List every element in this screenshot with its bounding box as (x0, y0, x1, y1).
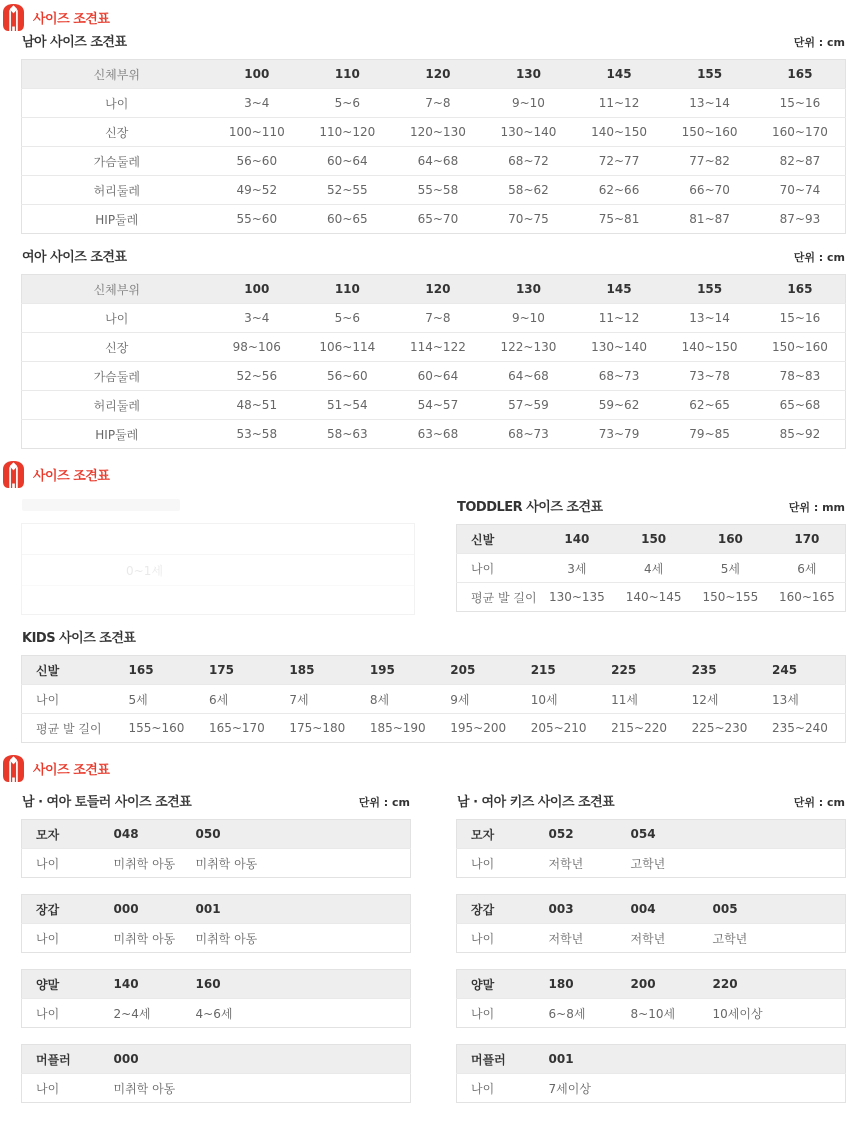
table-header-cell: 110 (302, 275, 393, 304)
girls-table-title: 여아 사이즈 조견표 (22, 250, 127, 265)
table-data-cell: 65~68 (755, 391, 846, 420)
filler-cell (629, 1045, 846, 1074)
table-header-cell: 235 (685, 656, 765, 685)
table-data-cell: 72~77 (574, 147, 665, 176)
filler-cell (194, 1045, 411, 1074)
filler-cell (194, 1074, 411, 1103)
table-data-cell: 85~92 (755, 420, 846, 449)
table-header-cell: 165 (755, 275, 846, 304)
table-data-cell: 73~78 (664, 362, 755, 391)
table-header-cell: 004 (629, 895, 711, 924)
table-data-cell: 5세 (692, 554, 769, 583)
table-data-cell: 63~68 (393, 420, 484, 449)
table-data-cell: 215~220 (604, 714, 684, 743)
table-row (22, 362, 846, 391)
table-row (22, 333, 846, 362)
filler-cell (276, 820, 411, 849)
table-header-cell: 054 (629, 820, 711, 849)
table-data-cell: 9~10 (483, 89, 574, 118)
table-data-cell: 2~4세 (112, 999, 194, 1028)
table-row-label: 평균 발 길이 (22, 714, 122, 743)
unit-label: 단위 : mm (788, 501, 845, 514)
table-data-cell: 225~230 (685, 714, 765, 743)
table-header-cell: 050 (194, 820, 276, 849)
toddler-socks-size-table (21, 969, 411, 1028)
table-data-cell: 70~75 (483, 205, 574, 234)
table-data-cell: 11~12 (574, 89, 665, 118)
table-data-cell: 160~165 (769, 583, 846, 612)
table-row-label: 장갑 (22, 895, 112, 924)
table-data-cell: 64~68 (483, 362, 574, 391)
table-data-cell: 140~150 (664, 333, 755, 362)
faded-cell-text: 0~1세 (126, 564, 163, 578)
table-data-cell: 114~122 (393, 333, 484, 362)
table-row-label: 신발 (457, 525, 539, 554)
table-header-cell: 180 (547, 970, 629, 999)
table-data-cell: 미취학 아동 (194, 849, 276, 878)
table-header-cell: 175 (202, 656, 282, 685)
table-header-cell: 215 (524, 656, 604, 685)
toddler-muffler-size-table (21, 1044, 411, 1103)
filler-cell (276, 999, 411, 1028)
kids-accessories-title: 남 · 여아 키즈 사이즈 조견표 (457, 795, 615, 810)
kids-gloves-size-table (456, 894, 846, 953)
table-row-label: 나이 (457, 1074, 547, 1103)
filler-cell (629, 1074, 846, 1103)
size-table (456, 969, 846, 1028)
table-row-label: 평균 발 길이 (457, 583, 539, 612)
size-chart-page (0, 4, 867, 1103)
table-row-label: HIP둘레 (22, 205, 212, 234)
table-data-cell: 77~82 (664, 147, 755, 176)
table-row-label: 양말 (22, 970, 112, 999)
filler-cell (793, 970, 846, 999)
table-row-label: 머플러 (457, 1045, 547, 1074)
table-data-cell: 3세 (539, 554, 616, 583)
table-data-cell: 235~240 (765, 714, 846, 743)
table-data-cell: 고학년 (711, 924, 793, 953)
table-data-cell: 82~87 (755, 147, 846, 176)
table-row-label: 나이 (22, 304, 212, 333)
table-data-cell: 7세이상 (547, 1074, 629, 1103)
table-data-cell: 13~14 (664, 304, 755, 333)
table-data-cell: 6세 (769, 554, 846, 583)
section-title: 사이즈 조견표 (33, 763, 110, 778)
table-data-cell: 60~64 (393, 362, 484, 391)
table-header-cell: 120 (393, 60, 484, 89)
table-data-cell: 저학년 (629, 924, 711, 953)
table-data-cell: 7~8 (393, 304, 484, 333)
size-table (21, 1044, 411, 1103)
table-header-cell: 000 (112, 895, 194, 924)
table-data-cell: 13~14 (664, 89, 755, 118)
table-row (22, 714, 846, 743)
table-data-cell: 8~10세 (629, 999, 711, 1028)
table-header-cell: 195 (363, 656, 443, 685)
table-data-cell: 56~60 (212, 147, 303, 176)
toddler-table-title: TODDLER 사이즈 조견표 (457, 500, 603, 515)
unit-label: 단위 : cm (793, 796, 845, 809)
toddler-shoe-size-table (456, 524, 846, 612)
table-header-cell: 145 (574, 60, 665, 89)
table-row-label: 나이 (457, 999, 547, 1028)
table-row (22, 205, 846, 234)
kids-hat-size-table (456, 819, 846, 878)
table-header-cell: 000 (112, 1045, 194, 1074)
filler-cell (793, 924, 846, 953)
size-table (21, 819, 411, 878)
table-header-cell: 200 (629, 970, 711, 999)
filler-cell (276, 849, 411, 878)
faded-table-title (22, 499, 180, 511)
kids-muffler-size-table (456, 1044, 846, 1103)
table-data-cell: 15~16 (755, 304, 846, 333)
brand-jacket-icon (2, 755, 25, 782)
table-data-cell: 78~83 (755, 362, 846, 391)
table-header-cell: 165 (122, 656, 202, 685)
table-header-cell: 100 (212, 60, 303, 89)
table-data-cell: 미취학 아동 (112, 1074, 194, 1103)
table-row-label: 나이 (457, 849, 547, 878)
faded-baby-size-table (21, 496, 415, 615)
table-data-cell: 10세 (524, 685, 604, 714)
table-header-cell: 003 (547, 895, 629, 924)
table-row-label: 나이 (22, 924, 112, 953)
table-data-cell: 66~70 (664, 176, 755, 205)
table-header-cell: 001 (547, 1045, 629, 1074)
table-data-cell: 150~160 (664, 118, 755, 147)
table-data-cell: 4~6세 (194, 999, 276, 1028)
table-data-cell: 6세 (202, 685, 282, 714)
table-data-cell: 60~65 (302, 205, 393, 234)
table-row-label: 나이 (22, 89, 212, 118)
kids-table-title: KIDS 사이즈 조견표 (22, 631, 136, 646)
unit-label: 단위 : cm (793, 251, 845, 264)
table-row (22, 924, 411, 953)
table-data-cell: 60~64 (302, 147, 393, 176)
table-row (457, 849, 846, 878)
table-data-cell: 3~4 (212, 304, 303, 333)
table-row-label: 가슴둘레 (22, 147, 212, 176)
table-data-cell: 11세 (604, 685, 684, 714)
table-row (22, 999, 411, 1028)
table-data-cell: 122~130 (483, 333, 574, 362)
table-data-cell: 5~6 (302, 89, 393, 118)
boys-table-title: 남아 사이즈 조견표 (22, 35, 127, 50)
table-data-cell: 7~8 (393, 89, 484, 118)
table-data-cell: 저학년 (547, 849, 629, 878)
table-row-label: 나이 (22, 1074, 112, 1103)
table-row (22, 89, 846, 118)
table-data-cell: 57~59 (483, 391, 574, 420)
table-data-cell: 9세 (443, 685, 523, 714)
table-data-cell: 3~4 (212, 89, 303, 118)
table-row-label: 머플러 (22, 1045, 112, 1074)
table-data-cell: 130~135 (539, 583, 616, 612)
table-row (22, 147, 846, 176)
section2-header (2, 461, 846, 488)
table-header-cell: 052 (547, 820, 629, 849)
size-table (21, 969, 411, 1028)
filler-cell (793, 895, 846, 924)
section-title: 사이즈 조견표 (33, 12, 110, 27)
filler-cell (276, 895, 411, 924)
table-header-cell: 185 (282, 656, 362, 685)
table-data-cell: 고학년 (629, 849, 711, 878)
table-header-cell: 140 (539, 525, 616, 554)
kids-socks-size-table (456, 969, 846, 1028)
boys-size-table (21, 59, 846, 234)
filler-cell (711, 849, 846, 878)
table-data-cell: 70~74 (755, 176, 846, 205)
brand-jacket-icon (2, 4, 25, 31)
table-row (22, 176, 846, 205)
table-data-cell: 55~60 (212, 205, 303, 234)
table-data-cell: 100~110 (212, 118, 303, 147)
table-data-cell: 4세 (615, 554, 692, 583)
table-data-cell: 175~180 (282, 714, 362, 743)
table-row (22, 118, 846, 147)
table-data-cell: 150~160 (755, 333, 846, 362)
table-row-label: 신장 (22, 118, 212, 147)
table-data-cell: 140~150 (574, 118, 665, 147)
table-header-cell: 225 (604, 656, 684, 685)
table-data-cell: 저학년 (547, 924, 629, 953)
table-row-label: 장갑 (457, 895, 547, 924)
table-row-label: HIP둘레 (22, 420, 212, 449)
table-row (22, 304, 846, 333)
table-data-cell: 185~190 (363, 714, 443, 743)
table-data-cell: 155~160 (122, 714, 202, 743)
table-row-label: 나이 (22, 849, 112, 878)
filler-cell (276, 924, 411, 953)
toddler-gloves-size-table (21, 894, 411, 953)
table-data-cell: 9~10 (483, 304, 574, 333)
table-row (457, 1074, 846, 1103)
table-row-label: 가슴둘레 (22, 362, 212, 391)
table-row-label: 나이 (457, 554, 539, 583)
table-header-cell: 160 (692, 525, 769, 554)
filler-cell (793, 999, 846, 1028)
table-data-cell: 68~73 (574, 362, 665, 391)
table-data-cell: 5세 (122, 685, 202, 714)
table-data-cell: 미취학 아동 (112, 924, 194, 953)
table-data-cell: 62~65 (664, 391, 755, 420)
section-title: 사이즈 조견표 (33, 469, 110, 484)
table-data-cell: 15~16 (755, 89, 846, 118)
table-row-label: 모자 (22, 820, 112, 849)
table-data-cell: 6~8세 (547, 999, 629, 1028)
table-row (22, 1074, 411, 1103)
filler-cell (711, 820, 846, 849)
table-data-cell: 52~55 (302, 176, 393, 205)
table-data-cell: 5~6 (302, 304, 393, 333)
unit-label: 단위 : cm (358, 796, 410, 809)
table-data-cell: 130~140 (574, 333, 665, 362)
unit-label: 단위 : cm (793, 36, 845, 49)
table-data-cell: 64~68 (393, 147, 484, 176)
table-data-cell: 68~73 (483, 420, 574, 449)
table-header-cell: 245 (765, 656, 846, 685)
size-table (21, 59, 846, 234)
table-row (457, 554, 846, 583)
faded-table-box (21, 523, 415, 615)
table-row (457, 583, 846, 612)
toddler-accessories-title: 남 · 여아 토들러 사이즈 조견표 (22, 795, 192, 810)
table-data-cell: 53~58 (212, 420, 303, 449)
table-row-label: 허리둘레 (22, 176, 212, 205)
table-data-cell: 13세 (765, 685, 846, 714)
table-row-label: 나이 (22, 685, 122, 714)
size-table (456, 1044, 846, 1103)
table-data-cell: 59~62 (574, 391, 665, 420)
filler-cell (276, 970, 411, 999)
table-row (457, 999, 846, 1028)
table-header-cell: 130 (483, 275, 574, 304)
size-table (21, 274, 846, 449)
table-data-cell: 140~145 (615, 583, 692, 612)
section1-header (2, 4, 846, 31)
table-header-cell: 165 (755, 60, 846, 89)
table-header-cell: 100 (212, 275, 303, 304)
table-data-cell: 73~79 (574, 420, 665, 449)
kids-accessories-column (456, 791, 846, 1103)
table-row-label: 양말 (457, 970, 547, 999)
table-header-cell: 170 (769, 525, 846, 554)
kids-shoe-size-table (21, 655, 846, 743)
table-row (22, 391, 846, 420)
table-data-cell: 106~114 (302, 333, 393, 362)
table-data-cell: 81~87 (664, 205, 755, 234)
table-data-cell: 79~85 (664, 420, 755, 449)
table-row (457, 924, 846, 953)
table-data-cell: 195~200 (443, 714, 523, 743)
table-data-cell: 8세 (363, 685, 443, 714)
table-data-cell: 87~93 (755, 205, 846, 234)
table-data-cell: 62~66 (574, 176, 665, 205)
table-data-cell: 48~51 (212, 391, 303, 420)
table-row-label: 신발 (22, 656, 122, 685)
table-row-label: 신장 (22, 333, 212, 362)
table-data-cell: 75~81 (574, 205, 665, 234)
table-data-cell: 58~63 (302, 420, 393, 449)
table-row-label: 나이 (457, 924, 547, 953)
table-header-cell: 155 (664, 275, 755, 304)
table-data-cell: 165~170 (202, 714, 282, 743)
table-data-cell: 49~52 (212, 176, 303, 205)
toddler-accessories-column (21, 791, 411, 1103)
table-header-cell: 155 (664, 60, 755, 89)
table-data-cell: 미취학 아동 (194, 924, 276, 953)
table-data-cell: 68~72 (483, 147, 574, 176)
table-data-cell: 미취학 아동 (112, 849, 194, 878)
table-data-cell: 65~70 (393, 205, 484, 234)
table-data-cell: 12세 (685, 685, 765, 714)
table-header-cell: 220 (711, 970, 793, 999)
brand-jacket-icon (2, 461, 25, 488)
table-data-cell: 98~106 (212, 333, 303, 362)
table-data-cell: 52~56 (212, 362, 303, 391)
table-header-cell: 110 (302, 60, 393, 89)
table-data-cell: 54~57 (393, 391, 484, 420)
table-row (22, 685, 846, 714)
table-data-cell: 110~120 (302, 118, 393, 147)
table-header-cell: 160 (194, 970, 276, 999)
table-data-cell: 7세 (282, 685, 362, 714)
table-row-label: 허리둘레 (22, 391, 212, 420)
size-table (456, 819, 846, 878)
table-header-cell: 048 (112, 820, 194, 849)
section3-header (2, 755, 846, 782)
table-header-cell: 145 (574, 275, 665, 304)
table-header-cell: 005 (711, 895, 793, 924)
table-data-cell: 11~12 (574, 304, 665, 333)
table-data-cell: 58~62 (483, 176, 574, 205)
table-data-cell: 10세이상 (711, 999, 793, 1028)
table-header-cell: 120 (393, 275, 484, 304)
table-data-cell: 56~60 (302, 362, 393, 391)
table-header-cell: 130 (483, 60, 574, 89)
table-row (22, 420, 846, 449)
table-row-label: 나이 (22, 999, 112, 1028)
table-data-cell: 160~170 (755, 118, 846, 147)
table-data-cell: 120~130 (393, 118, 484, 147)
table-header-cell: 205 (443, 656, 523, 685)
table-data-cell: 130~140 (483, 118, 574, 147)
table-data-cell: 55~58 (393, 176, 484, 205)
size-table (456, 894, 846, 953)
table-row-label: 신체부위 (22, 275, 212, 304)
table-data-cell: 51~54 (302, 391, 393, 420)
size-table (21, 894, 411, 953)
table-row-label: 신체부위 (22, 60, 212, 89)
toddler-hat-size-table (21, 819, 411, 878)
table-header-cell: 001 (194, 895, 276, 924)
size-table (21, 655, 846, 743)
table-header-cell: 140 (112, 970, 194, 999)
table-row (22, 849, 411, 878)
table-row-label: 모자 (457, 820, 547, 849)
girls-size-table (21, 274, 846, 449)
table-header-cell: 150 (615, 525, 692, 554)
size-table (456, 524, 846, 612)
table-data-cell: 205~210 (524, 714, 604, 743)
table-data-cell: 150~155 (692, 583, 769, 612)
